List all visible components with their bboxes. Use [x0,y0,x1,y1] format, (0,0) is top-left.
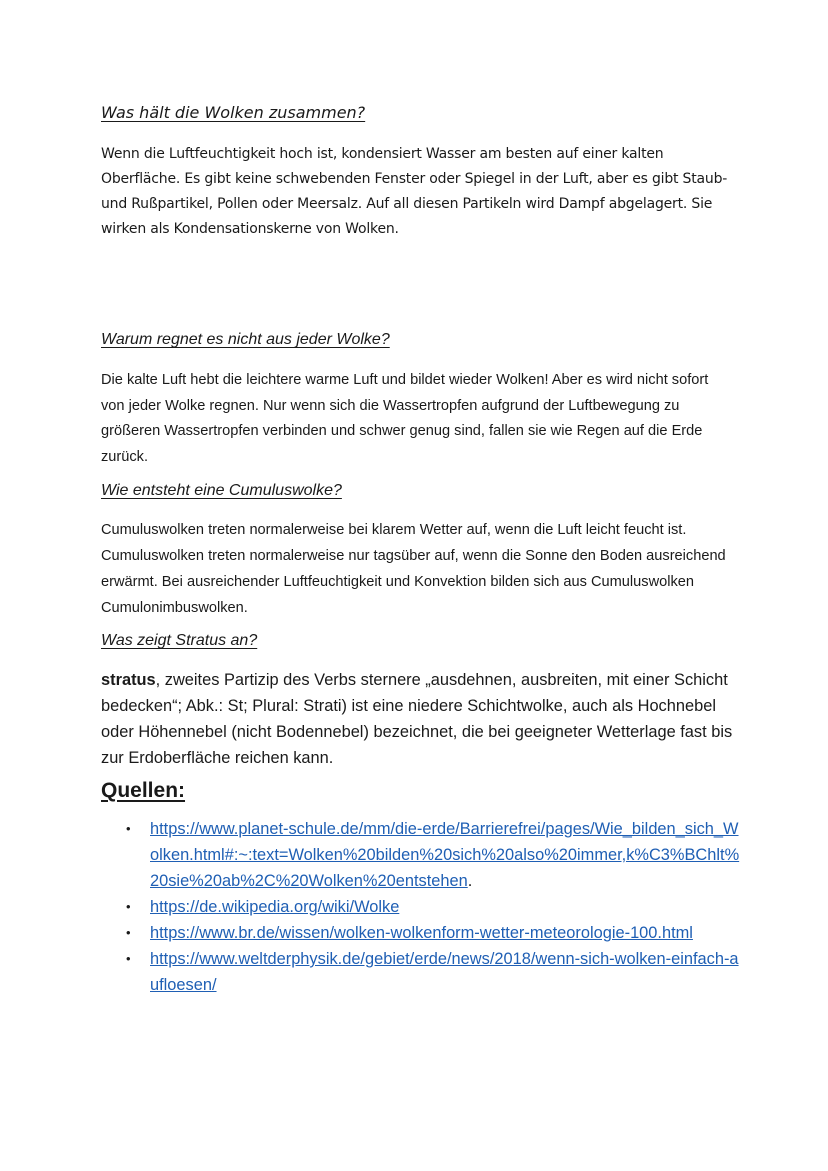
sources-title: Quellen: [101,779,186,802]
source-link-planet-schule[interactable]: https://www.planet-schule.de/mm/die-erde/Barrierefrei/pages/Wie_bilden_sich_Wolken.html#:~:text=Wolken%20bilden%20sich%20also%20immer,k%C3%BChlt%20sie%20ab%2C%20Wolken%20entstehen [150,820,740,890]
section-body-cumulus: Cumuluswolken treten normalerweise bei klarem Wetter auf, wenn die Luft leicht feucht ist. Cumuluswolken treten normalerweise nur tagsüber auf, wenn die Sonne den Boden ausreichend erwärmt. Bei ausreichender Luftfeuchtigkeit und Konvektion bilden sich aus Cumuluswolken Cumulonimbuswolken. [101,522,726,616]
stratus-definition: , zweites Partizip des Verbs sternere „ausdehnen, ausbreiten, mit einer Schicht bedecken“; Abk.: St; Plural: Strati) ist eine niedere Schichtwolke, auch als Hochnebel oder Höhennebel (nicht Bodennebel) bezeichnet, die bei geeigneter Wetterlage fast bis zur Erdoberfläche reichen kann. [101,671,733,767]
section-heading-stratus: Was zeigt Stratus an? [101,632,258,649]
source-item [126,816,746,894]
source-link-wikipedia[interactable]: https://de.wikipedia.org/wiki/Wolke [150,898,400,916]
section-heading-regnet: Warum regnet es nicht aus jeder Wolke? [101,331,390,348]
source-suffix: . [467,872,473,890]
sources-list [126,816,746,998]
section-body-regnet: Die kalte Luft hebt die leichtere warme Luft und bildet wieder Wolken! Aber es wird nicht sofort von jeder Wolke regnen. Nur wenn sich die Wassertropfen aufgrund der Luftbewegung zu größeren Wassertropfen verbinden und schwer genug sind, fallen sie wie Regen auf die Erde zurück. [101,372,709,465]
source-link-weltderphysik[interactable]: https://www.weltderphysik.de/gebiet/erde/news/2018/wenn-sich-wolken-einfach-aufloesen/ [150,950,739,994]
bullet-icon: • [126,821,131,836]
source-link-br[interactable]: https://www.br.de/wissen/wolken-wolkenform-wetter-meteorologie-100.html [150,924,693,942]
bullet-icon: • [126,925,131,940]
bullet-icon: • [126,951,131,966]
source-item [126,920,746,946]
section-body-wolken-zusammen: Wenn die Luftfeuchtigkeit hoch ist, kondensiert Wasser am besten auf einer kalten Oberfläche. Es gibt keine schwebenden Fenster oder Spiegel in der Luft, aber es gibt Staub- und Rußpartikel, Pollen oder Meersalz. Auf all diesen Partikeln wird Dampf abgelagert. Sie wirken als Kondensationskerne von Wolken. [101,146,728,237]
section-body-stratus [101,667,741,771]
section-heading-cumulus: Wie entsteht eine Cumuluswolke? [101,482,342,499]
section-heading-wolken-zusammen: Was hält die Wolken zusammen? [101,103,366,122]
stratus-term: stratus [101,671,156,689]
bullet-icon: • [126,899,131,914]
source-item [126,946,746,998]
source-item [126,894,746,920]
